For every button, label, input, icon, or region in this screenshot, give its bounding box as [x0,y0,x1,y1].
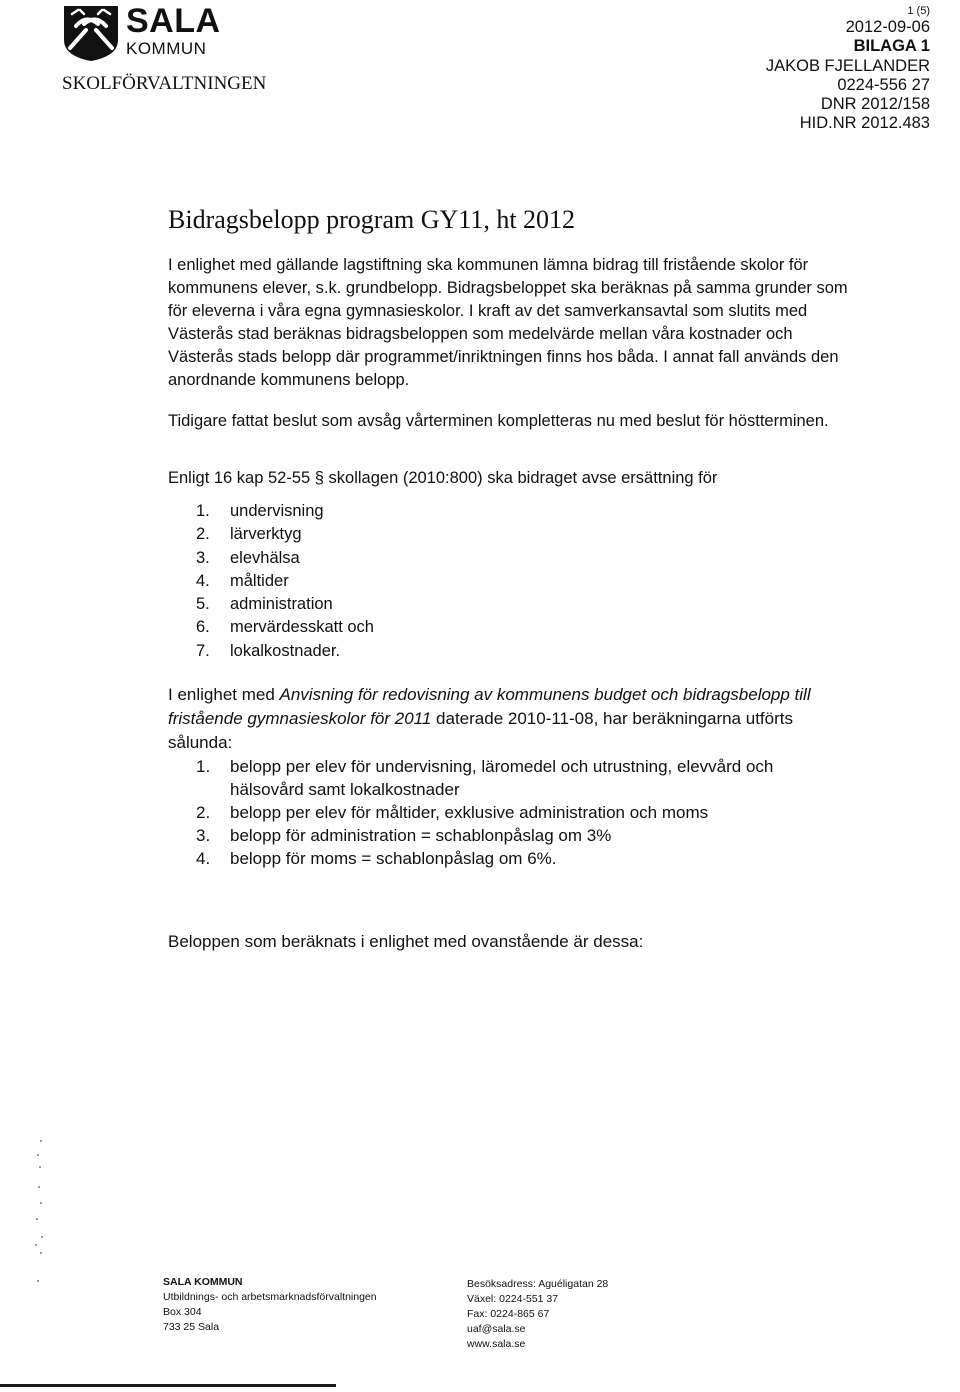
list-item-text: belopp för administration = schablonpåslag om 3% [230,826,612,845]
list-item-number: 1. [196,757,211,776]
footer-switchboard: Växel: 0224-551 37 [467,1293,559,1305]
guidance-text-post: daterade 2010-11-08, har beräkningarna utförts sålunda: [168,709,793,752]
list-item [196,824,836,847]
list-item-text: måltider [230,571,289,590]
footer-box: Box 304 [163,1306,202,1318]
list-item-number: 6. [196,618,210,637]
decision-paragraph: Tidigare fattat beslut som avsåg vårterminen kompletteras nu med beslut för höstterminen. [168,412,829,430]
author-name: JAKOB FJELLANDER [765,56,930,75]
calculation-list [196,755,836,870]
footer-unit: Utbildnings- och arbetsmarknadsförvaltningen [163,1291,377,1303]
list-item [196,500,374,523]
document-meta [766,4,930,134]
footer-fax: Fax: 0224-865 67 [467,1308,550,1320]
footer-postal: 733 25 Sala [163,1321,220,1333]
list-item-text: administration [230,595,333,614]
department-name: SKOLFÖRVALTNINGEN [62,73,267,94]
list-item-text: belopp per elev för undervisning, läromedel och utrustning, elevvård och hälsovård samt lokalkostnader [230,757,774,799]
logo-sub: KOMMUN [126,39,207,58]
list-item-text: undervisning [230,502,324,520]
list-item-number: 2. [196,525,210,544]
list-item-text: lärverktyg [230,525,302,544]
author-phone: 0224-556 27 [837,75,930,94]
list-item-text: elevhälsa [230,548,300,567]
page-number: 1 (5) [907,5,930,17]
list-item [196,523,374,546]
list-item-number: 5. [196,595,210,614]
list-item-text: belopp för moms = schablonpåslag om 6%. [230,849,557,868]
list-item-text: lokalkostnader. [230,641,341,660]
list-item [196,755,836,801]
scan-artifacts [32,1140,48,1290]
list-item-number: 7. [196,641,210,660]
document-title: Bidragsbelopp program GY11, ht 2012 [168,205,576,234]
logo-name: SALA [126,2,221,40]
hid-number: HID.NR 2012.483 [799,114,930,133]
footer-website: www.sala.se [467,1338,526,1350]
list-item-text: belopp per elev för måltider, exklusive administration och moms [230,803,709,822]
footer-email: uaf@sala.se [467,1323,526,1335]
intro-paragraph: I enlighet med gällande lagstiftning ska kommunen lämna bidrag till fristående skolor för kommunens elever, s.k. grundbelopp. Bidragsbeloppet ska beräknas på samma grunder som för eleverna i våra egna gymnasieskolor. I kraft av det samverkansavtal som slutits med Västerås stad beräknas bidragsbeloppen som medelvärde mellan våra kostnader och Västerås stads belopp där programmet/inriktningen finns hos båda. I annat fall används den anordnande kommunens belopp. [168,256,848,389]
footer-org-name: SALA KOMMUN [163,1276,243,1288]
document-date: 2012-09-06 [845,18,930,36]
list-item [196,847,836,870]
law-reference-paragraph: Enligt 16 kap 52-55 § skollagen (2010:800) ska bidraget avse ersättning för [168,469,718,487]
list-item [196,801,836,824]
list-item-number: 4. [196,571,210,590]
list-item [196,616,374,639]
guidance-document-title: Anvisning för redovisning av kommunens budget och bidragsbelopp till fristående gymnasieskolor för 2011 [168,685,811,728]
list-item-number: 4. [196,849,211,868]
footer-contact [467,1277,608,1352]
list-item [196,640,374,663]
list-item-number: 3. [196,548,210,567]
list-item-number: 1. [196,502,210,520]
list-item-number: 2. [196,803,211,822]
bottom-rule [0,1384,336,1387]
amounts-intro-paragraph: Beloppen som beräknats i enlighet med ovanstående är dessa: [168,932,644,951]
footer-address [163,1275,377,1335]
dnr-number: DNR 2012/158 [820,95,930,114]
list-item [196,570,374,593]
list-item-text: mervärdesskatt och [230,618,374,637]
compensation-list [196,500,374,663]
list-item [196,547,374,570]
municipal-shield-icon [62,4,120,62]
list-item [196,593,374,616]
guidance-paragraph [168,683,828,755]
sala-kommun-logo [62,4,262,64]
guidance-text-pre: I enlighet med [168,685,280,704]
footer-visit-address: Besöksadress: Aguéligatan 28 [467,1278,609,1290]
attachment-label: BILAGA 1 [853,37,930,56]
list-item-number: 3. [196,826,211,845]
